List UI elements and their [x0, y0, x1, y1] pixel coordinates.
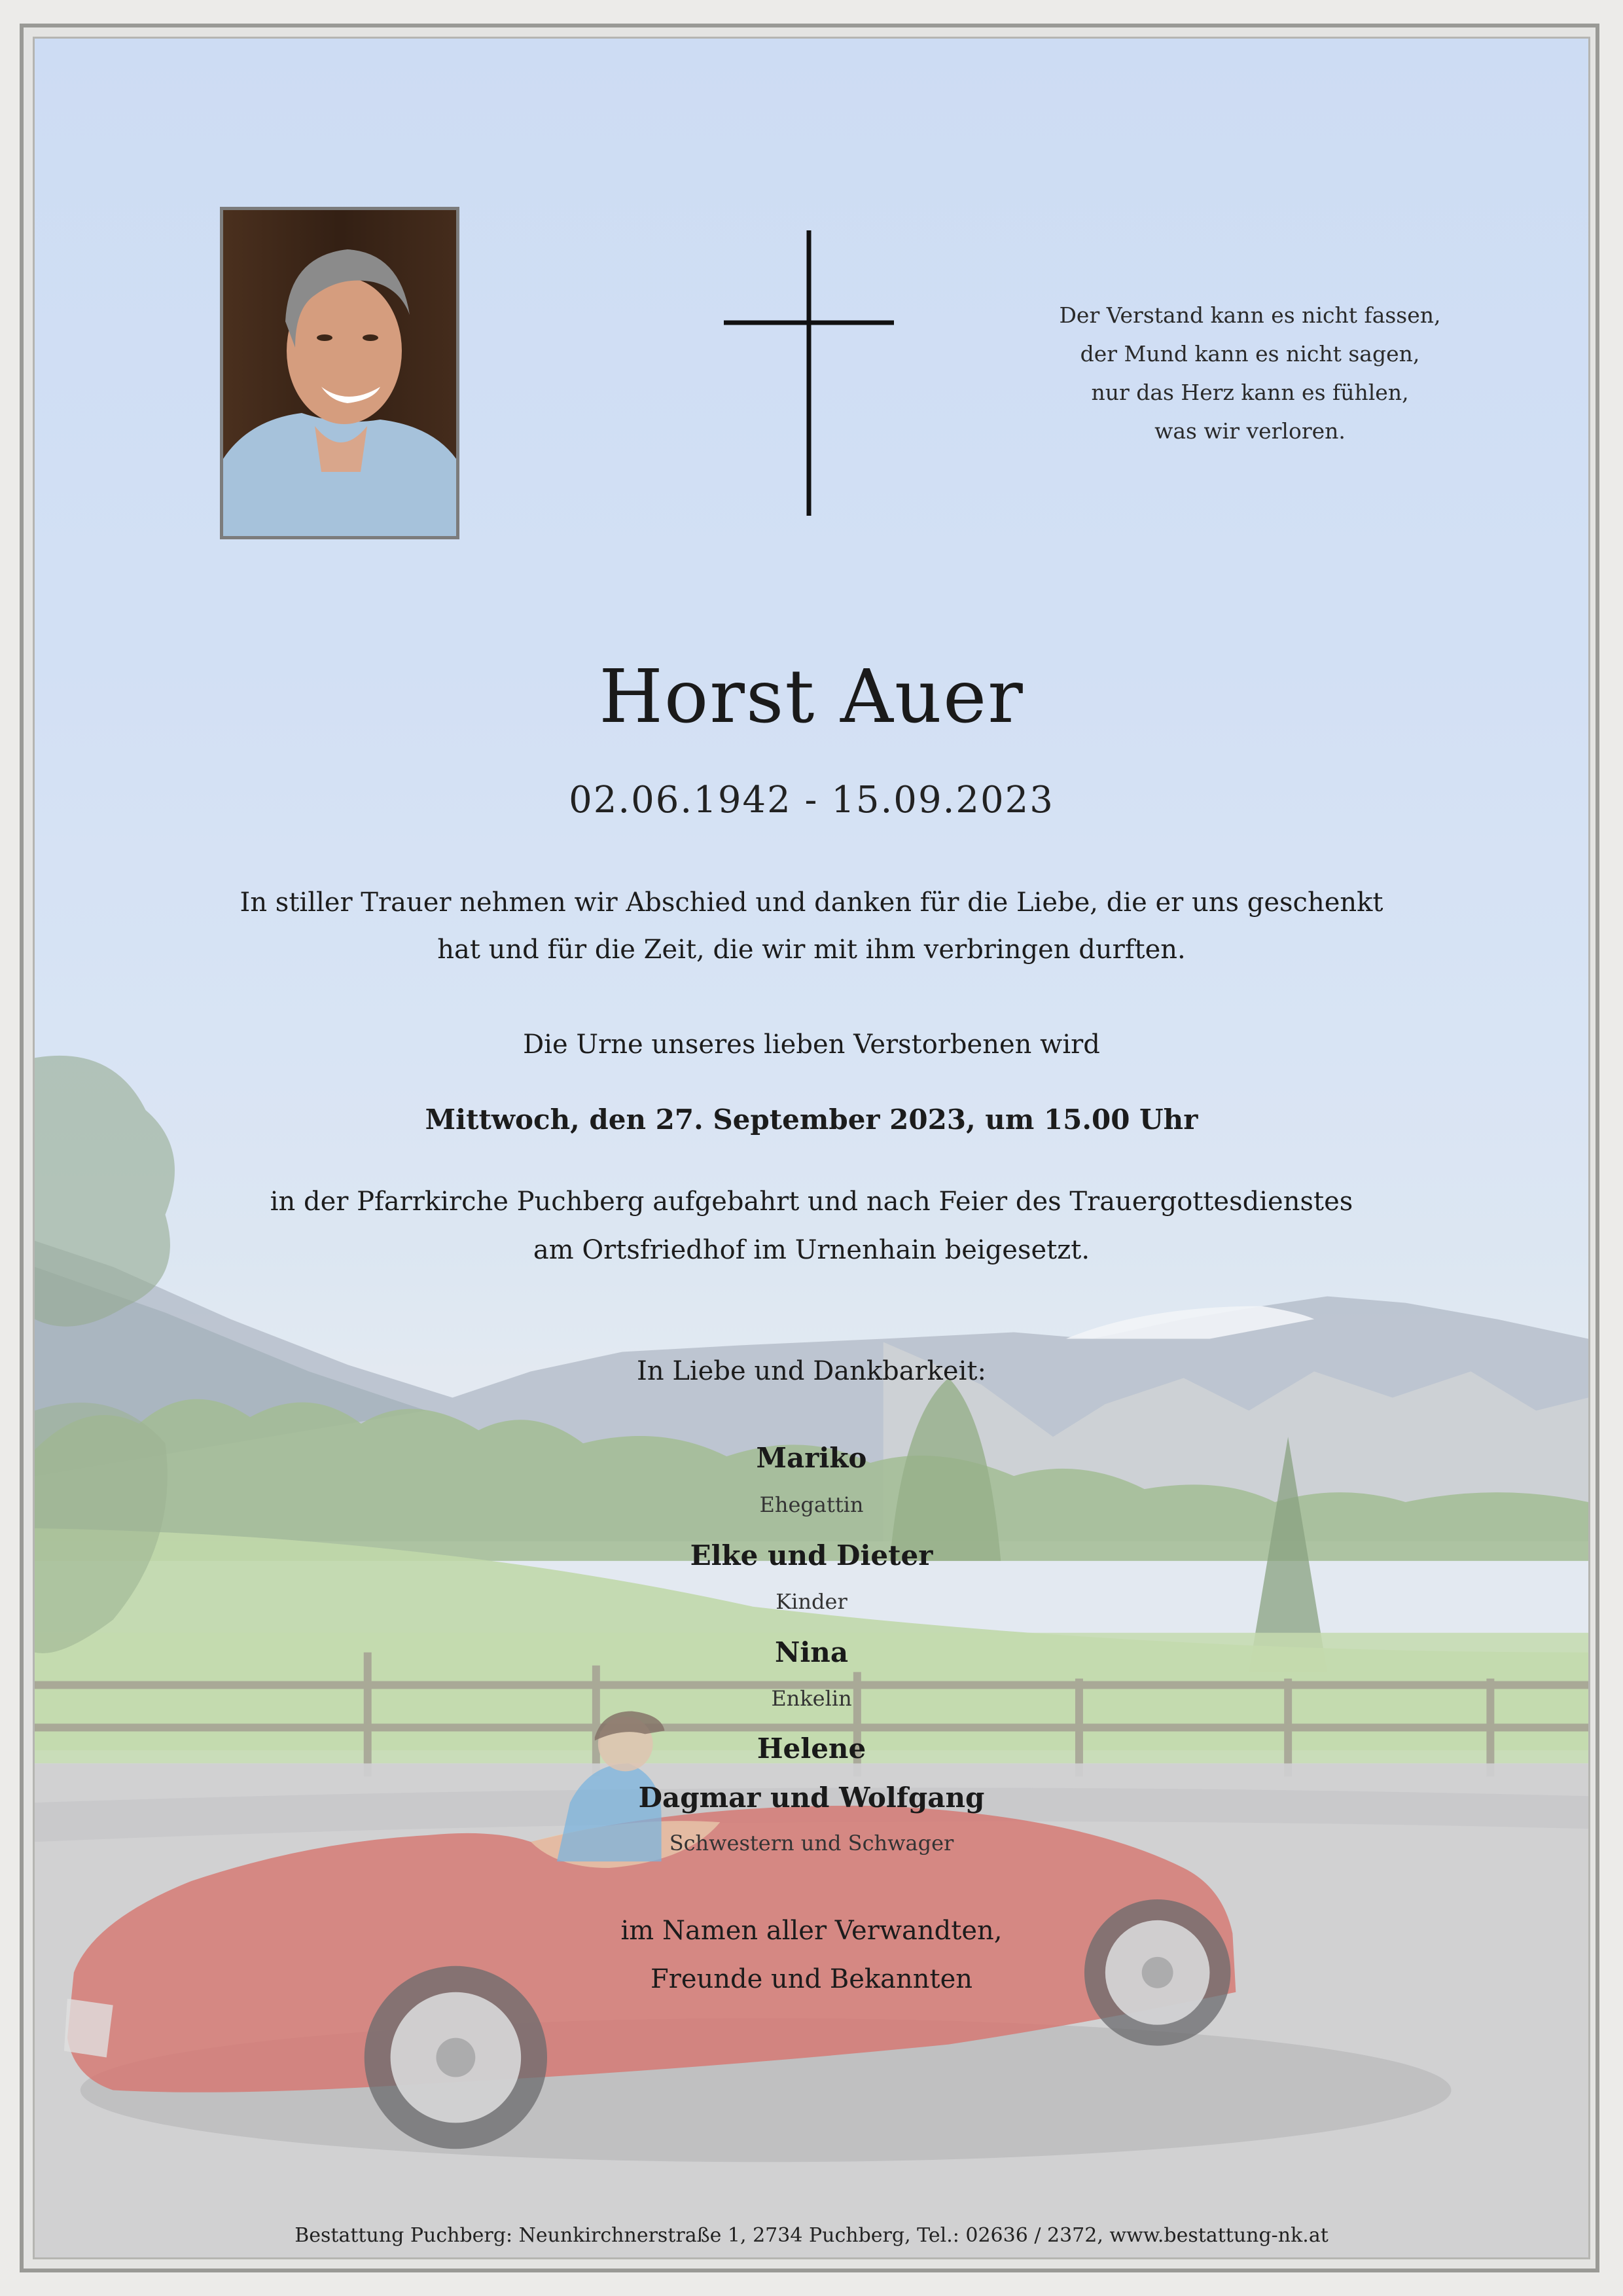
quote-line: was wir verloren.: [1154, 418, 1346, 444]
closing-line: Freunde und Bekannten: [650, 1964, 973, 1994]
urn-text: Die Urne unseres lieben Verstorbenen wird: [523, 1030, 1100, 1060]
intro-line: hat und für die Zeit, die wir mit ihm verbringen durften.: [437, 935, 1186, 965]
life-dates: 02.06.1942 - 15.09.2023: [569, 779, 1054, 821]
portrait-photo: [220, 207, 459, 539]
closing-line: im Namen aller Verwandten,: [620, 1916, 1003, 1946]
cross-icon: [720, 230, 898, 516]
funeral-home-footer: Bestattung Puchberg: Neunkirchnerstraße 1, 2734 Puchberg, Tel.: 02636 / 2372, www.bestattung-nk.at: [294, 2224, 1329, 2247]
intro-text: [0, 879, 1623, 973]
place-text: [0, 1177, 1623, 1274]
quote-line: der Mund kann es nicht sagen,: [1080, 341, 1420, 367]
place-line: in der Pfarrkirche Puchberg aufgebahrt und nach Feier des Trauergottesdienstes: [270, 1187, 1353, 1217]
closing-text: [0, 1907, 1623, 2003]
quote-line: Der Verstand kann es nicht fassen,: [1059, 302, 1441, 328]
memorial-quote: [1001, 296, 1499, 450]
family-relation: Enkelin: [771, 1686, 852, 1711]
place-line: am Ortsfriedhof im Urnenhain beigesetzt.: [533, 1235, 1090, 1265]
family-relation: Schwestern und Schwager: [669, 1831, 954, 1856]
family-name: Elke und Dieter: [690, 1539, 933, 1571]
family-name: Nina: [774, 1636, 849, 1668]
family-relation: Kinder: [776, 1589, 847, 1614]
family-name: Dagmar und Wolfgang: [638, 1782, 985, 1814]
family-name: Helene: [757, 1732, 866, 1765]
quote-line: nur das Herz kann es fühlen,: [1091, 380, 1409, 405]
family-relation: Ehegattin: [759, 1492, 864, 1517]
family-name: Mariko: [756, 1442, 867, 1474]
deceased-name: Horst Auer: [599, 655, 1024, 740]
intro-line: In stiller Trauer nehmen wir Abschied und danken für die Liebe, die er uns geschenkt: [240, 888, 1383, 918]
ceremony-datetime: Mittwoch, den 27. September 2023, um 15.00 Uhr: [425, 1103, 1198, 1136]
thanks-heading: In Liebe und Dankbarkeit:: [637, 1356, 986, 1386]
portrait-image: [223, 210, 456, 536]
